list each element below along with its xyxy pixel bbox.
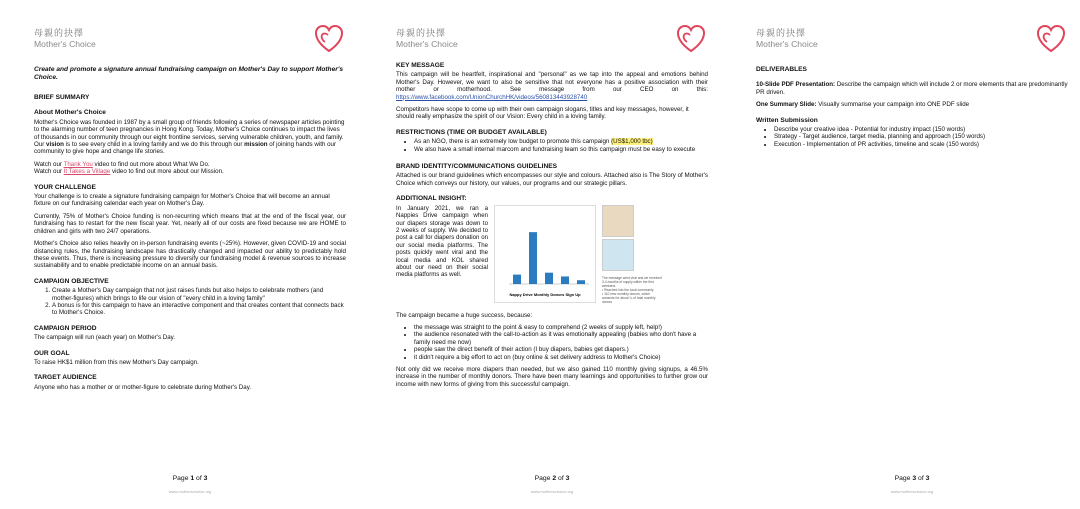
objective-list (34, 287, 346, 317)
thumb-bullets: • Reached into the local community • 110 new monthly donors, which amounts for about ¼ of total monthly donors (602, 287, 656, 304)
list-item: • it didn't require a big effort to act on (buy online & set delivery address to Mother's Choice) (414, 354, 708, 361)
budget-highlight: (US$1,000 tbc) (611, 138, 653, 146)
intro-statement: Create and promote a signature annual fundraising campaign on Mother's Day to support Mother's Choice. (34, 66, 344, 81)
audience-text: Anyone who has a mother or or mother-figure to celebrate during Mother's Day. (34, 383, 252, 391)
footer-url: www.motherschoice.org (890, 489, 934, 494)
heart-logo-icon (1036, 24, 1066, 54)
closing-text: Not only did we receive more diapers than needed, but we also gained 110 monthly giving signups, a 46.5% increase in the number of monthly donors. There have been many learnings and opportunities to further grow our income with new forms of giving from this successful campaign. (396, 365, 708, 388)
funding-text: Currently, 75% of Mother's Choice funding is non-recurring which means that at the end of the fiscal year, our fundraising has to restart for the new fiscal year. Yet, nearly all of our costs are fixed because we are HOME to children and girls with two 24/7 operations. (34, 212, 346, 235)
heart-logo-icon (314, 24, 344, 54)
key-message-heading: KEY MESSAGE (396, 62, 445, 69)
thumb-caption: The message went viral and we received 3-4 months of supply within the first weekend. (602, 275, 662, 288)
audience-heading: TARGET AUDIENCE (34, 374, 97, 382)
list-item: 2. A bonus is for this campaign to have an interactive component and that creates content that connects back to Mother's Choice. (52, 302, 346, 317)
success-text: The campaign became a huge success, because: (396, 311, 533, 319)
page-1-content (34, 66, 346, 396)
chart-bar (513, 274, 521, 283)
restrictions-heading: RESTRICTIONS (TIME OR BUDGET AVAILABLE) (396, 128, 547, 136)
donors-bar-chart (494, 205, 596, 303)
relies-text: Mother's Choice also relies heavily on in-person fundraising events (~25%). However, given COVID-19 and social distancing rules, the fundraising landscape has drastically changed and impacted our ability to predictably hold these events. Thus, there is increasing pressure to diversify our fundraising model & revenue sources to increase sustainability and to enable predictable income on an annual basis. (34, 240, 346, 270)
objective-heading: CAMPAIGN OBJECTIVE (34, 277, 109, 285)
list-item: • We also have a small internal marcom and fundraising team so this campaign must be easy to execute (414, 146, 708, 153)
heart-logo-icon (676, 24, 706, 54)
challenge-heading: YOUR CHALLENGE (34, 183, 96, 191)
chart-bar (577, 280, 585, 284)
watch-links: Watch our Thank You video to find out more about What We Do. Watch our It Takes a Village video to find out more about our Mission. (34, 160, 224, 176)
list-item: • people saw the direct benefit of their action (I buy diapers, babies get diapers.) (414, 346, 708, 353)
about-heading: About Mother's Choice (34, 109, 106, 117)
page-3 (744, 12, 1080, 502)
challenge-text: Your challenge is to create a signature fundraising campaign for Mother's Choice that will become an annual fixture on our fundraising calendar each year on Mother's Day. (34, 193, 330, 208)
chart-bar (529, 232, 537, 284)
goal-text: To raise HK$1 million from this new Mother's Day campaign. (34, 358, 199, 366)
social-post-thumbnails (602, 205, 662, 304)
ceo-message-link[interactable]: https://www.facebook.com/UnionChurchHK/videos/560813443928740 (396, 93, 588, 101)
period-heading: CAMPAIGN PERIOD (34, 324, 97, 332)
slide10-text: 10-Slide PDF Presentation: Describe the campaign which will include 2 or more elements that are predominantly PR driven. (756, 81, 1068, 96)
list-item: • the message was straight to the point & easy to comprehend (2 weeks of supply left, help!) (414, 324, 708, 331)
written-heading: Written Submission (756, 116, 818, 124)
restrictions-list (396, 138, 708, 153)
brand-logo: 母親的抉擇 Mother's Choice (396, 28, 458, 49)
brand-logo (34, 28, 96, 50)
written-list (756, 126, 1068, 148)
list-item: • Execution - Implementation of PR activities, timeline and scale (150 words) (774, 141, 1068, 148)
list-item: 1. Create a Mother's Day campaign that not just raises funds but also helps to celebrate mothers (and mother-figures) which brings to life our vision of "every child in a loving family" (52, 287, 346, 302)
footer-url: www.motherschoice.org (530, 489, 574, 494)
page-number: Page 3 of 3 (894, 475, 930, 482)
brand-text: Attached is our brand guidelines which encompasses our style and colours. Attached also is The Story of Mother's Choice which conveys our history, our values, our programs and our strategic pillars. (396, 172, 708, 187)
brief-summary-heading: BRIEF SUMMARY (34, 94, 90, 101)
thank-you-video-link[interactable]: Thank You (63, 160, 93, 168)
page-2-content (396, 62, 708, 393)
page-2 (384, 12, 720, 502)
insight-section (396, 205, 708, 304)
logo-english: Mother's Choice (34, 39, 96, 49)
page-number: Page 1 of 3 (172, 475, 208, 482)
insight-heading: ADDITIONAL INSIGHT: (396, 195, 467, 203)
competitors-text: Competitors have scope to come up with their own campaign slogans, titles and key messages, however, it should really emphasize the spirit of our Vision: Every child in a loving family. (396, 106, 689, 121)
page-number: Page 2 of 3 (534, 475, 570, 482)
list-item: • the audience resonated with the call-to-action as it was emotionally appealing (babies who don't have a family need me now) (414, 331, 708, 346)
chart-bar (545, 272, 553, 283)
list-item: • As an NGO, there is an extremely low budget to promote this campaign (US$1,000 tbc) (414, 138, 708, 145)
chart-bar (561, 276, 569, 284)
brand-logo: 母親的抉擇 Mother's Choice (756, 28, 818, 49)
brand-heading: BRAND IDENTITY/COMMUNICATIONS GUIDELINES (396, 163, 558, 171)
logo-chinese: 母親的抉擇 (34, 28, 85, 38)
deliverables-heading: DELIVERABLES (756, 66, 807, 73)
goal-heading: OUR GOAL (34, 349, 70, 357)
key-message-text: This campaign will be heartfelt, inspirational and "personal" as we tap into the appeal and emotions behind Mother's Day. However, we want to also be sensitive that not everyone has a positive association with their mother or motherhood. See message from our CEO on this: https://www.facebook.com/UnionChurchHK/videos/560813443928740 (396, 71, 708, 101)
period-text: The campaign will run (each year) on Mother's Day. (34, 334, 176, 342)
success-list (396, 324, 708, 361)
summary-slide-text: One Summary Slide: Visually summarise your campaign into ONE PDF slide (756, 101, 970, 109)
list-item: • Describe your creative idea - Potential for industry impact (150 words) (774, 126, 1068, 133)
page-1 (22, 12, 358, 502)
insight-text: In January 2021, we ran a Nappies Drive campaign when our diapers storage was down to 2 weeks of supply. We decided to post a call for diapers donation on our social media platforms. The posts quickly went viral and the local media and KOL shared about our need on their social media platforms as well. (396, 204, 488, 279)
about-paragraph: Mother's Choice was founded in 1987 by a small group of friends following a series of newspaper articles pointing to the alarming number of teen pregnancies in Hong Kong. Today, Mother's Choice continues to impact the lives of thousands in our community through our eight frontline services, serving vulnerable children, youth, and family. Our vision is to see every child in a loving family and we do this through our mission of joining hands with our community to give hope and change life stories. (34, 118, 345, 156)
post-thumbnail (602, 205, 634, 237)
post-thumbnail (602, 239, 634, 271)
village-video-link[interactable]: It Takes a Village (63, 168, 111, 176)
footer-url: www.motherschoice.org (168, 489, 212, 494)
chart-title: Nappy Drive Monthly Donors Sign Up (509, 291, 581, 297)
list-item: • Strategy - Target audience, target media, planning and approach (150 words) (774, 133, 1068, 140)
page-3-content (756, 66, 1068, 153)
